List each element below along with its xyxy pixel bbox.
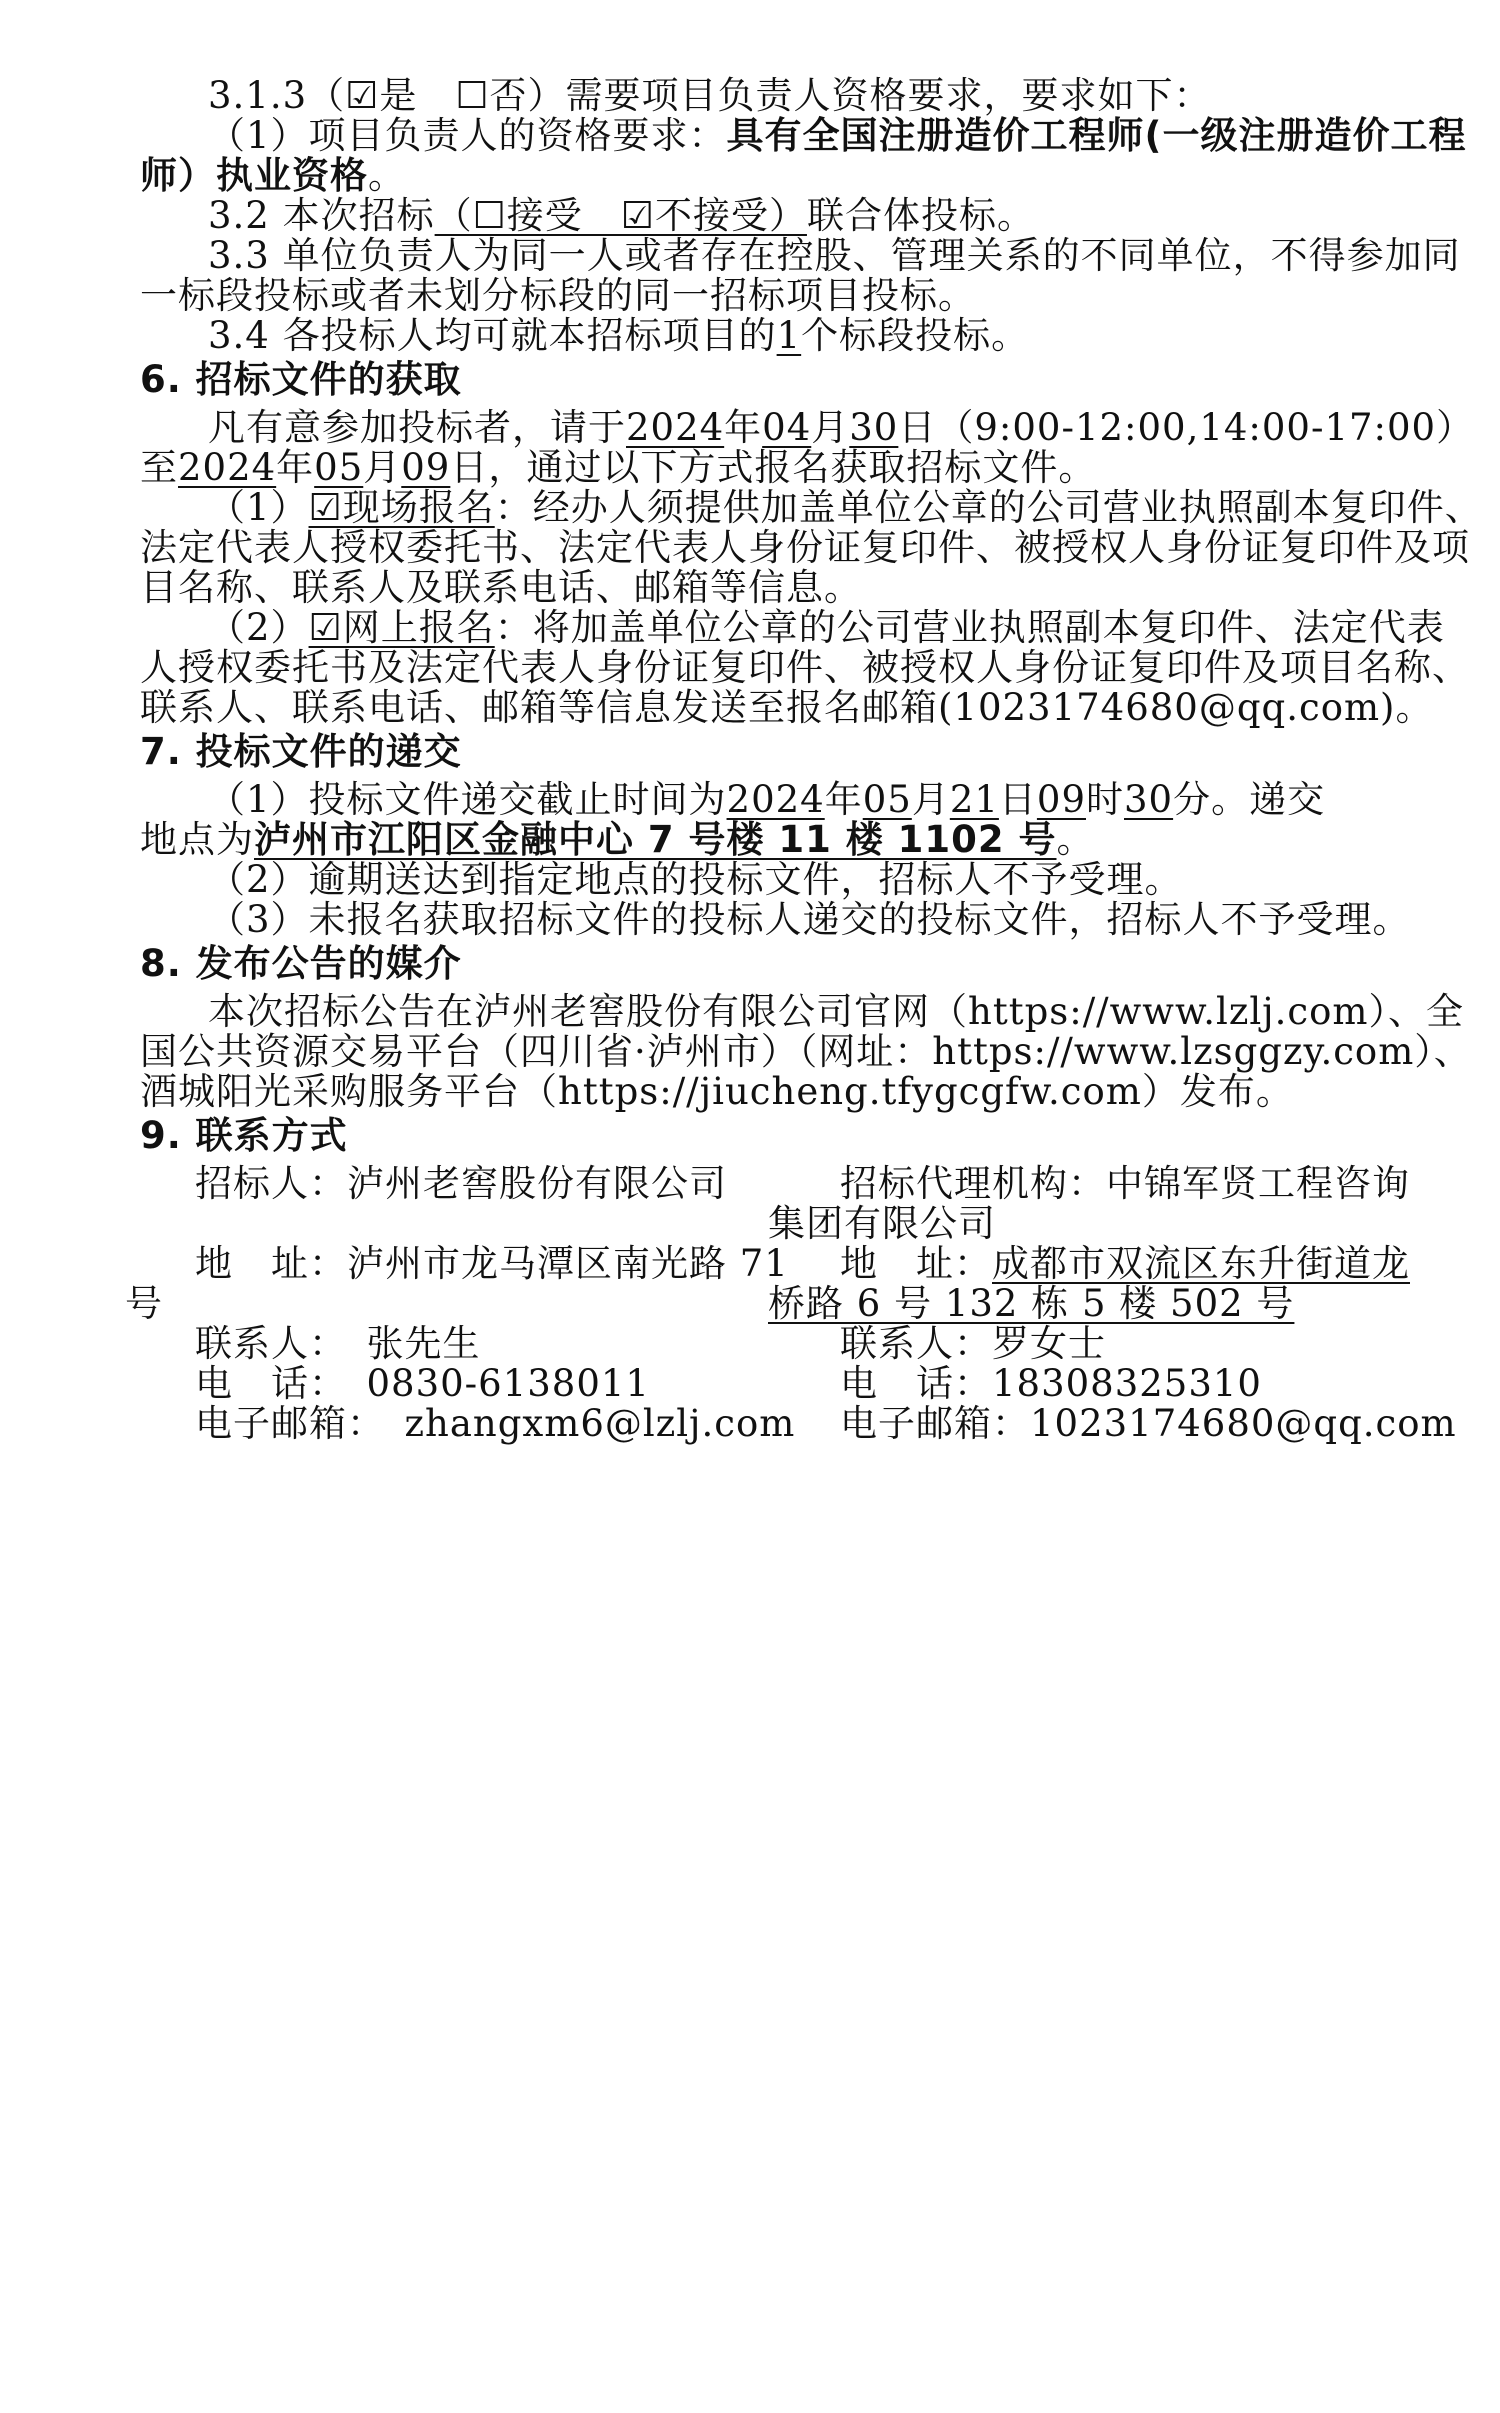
agency-contact-person: 联系人：罗女士 (840, 1322, 1106, 1365)
clause-3-3: 3.3 单位负责人为同一人或者存在控股、管理关系的不同单位，不得参加同 (208, 234, 1461, 277)
unregistered-submission-note: （3）未报名获取招标文件的投标人递交的投标文件，招标人不予受理。 (208, 898, 1411, 941)
submission-deadline: （1）投标文件递交截止时间为2024年05月21日09时30分。递交 (208, 778, 1326, 821)
late-submission-note: （2）逾期送达到指定地点的投标文件，招标人不予受理。 (208, 858, 1183, 901)
section-9-heading: 9. 联系方式 (140, 1114, 348, 1157)
clause-3-1-3: 3.1.3（☑是 ☐否）需要项目负责人资格要求，要求如下： (208, 74, 1212, 117)
section-6-period-cont: 至2024年05月09日，通过以下方式报名获取招标文件。 (140, 446, 1097, 489)
section-7-heading: 7. 投标文件的递交 (140, 730, 462, 773)
tenderer-address: 地 址：泸州市龙马潭区南光路 71 (195, 1242, 789, 1285)
media-paragraph: 本次招标公告在泸州老窖股份有限公司官网（https://www.lzlj.com）、全 (208, 990, 1464, 1033)
agency-name: 招标代理机构：中锦军贤工程咨询 (840, 1162, 1410, 1205)
media-paragraph-cont-1: 国公共资源交易平台（四川省·泸州市）（网址：https://www.lzsggzy.com）、 (140, 1030, 1472, 1073)
tenderer-phone: 电 话： 0830-6138011 (195, 1362, 650, 1405)
agency-address-cont: 桥路 6 号 132 栋 5 楼 502 号 (768, 1282, 1295, 1325)
clause-3-2: 3.2 本次招标（☐接受 ☑不接受）联合体投标。 (208, 194, 1035, 237)
media-paragraph-cont-2: 酒城阳光采购服务平台（https://jiucheng.tfygcgfw.com）发布。 (140, 1070, 1294, 1113)
agency-email: 电子邮箱：1023174680@qq.com (840, 1402, 1457, 1445)
agency-phone: 电 话：18308325310 (840, 1362, 1262, 1405)
tenderer-address-cont: 号 (125, 1282, 163, 1325)
submission-location: 地点为泸州市江阳区金融中心 7 号楼 11 楼 1102 号。 (140, 818, 1095, 861)
tenderer-name: 招标人：泸州老窖股份有限公司 (195, 1162, 727, 1205)
section-8-heading: 8. 发布公告的媒介 (140, 942, 462, 985)
tenderer-email: 电子邮箱： zhangxm6@lzlj.com (195, 1402, 796, 1445)
agency-address: 地 址：成都市双流区东升街道龙 (840, 1242, 1410, 1285)
clause-manager-qualification: （1）项目负责人的资格要求：具有全国注册造价工程师(一级注册造价工程 (208, 114, 1467, 157)
section-6-heading: 6. 招标文件的获取 (140, 358, 462, 401)
section-6-period: 凡有意参加投标者，请于2024年04月30日（9:00-12:00,14:00-17:00） (208, 406, 1475, 449)
online-registration-cont-1: 人授权委托书及法定代表人身份证复印件、被授权人身份证复印件及项目名称、 (140, 646, 1470, 689)
tenderer-contact-person: 联系人： 张先生 (195, 1322, 481, 1365)
online-registration: （2）☑网上报名：将加盖单位公章的公司营业执照副本复印件、法定代表 (208, 606, 1445, 649)
onsite-registration-cont-1: 法定代表人授权委托书、法定代表人身份证复印件、被授权人身份证复印件及项 (140, 526, 1470, 569)
onsite-registration-cont-2: 目名称、联系人及联系电话、邮箱等信息。 (140, 566, 862, 609)
clause-3-4: 3.4 各投标人均可就本招标项目的1个标段投标。 (208, 314, 1030, 357)
agency-name-cont: 集团有限公司 (768, 1202, 996, 1245)
onsite-registration: （1）☑现场报名：经办人须提供加盖单位公章的公司营业执照副本复印件、 (208, 486, 1483, 529)
clause-manager-qualification-cont: 师）执业资格。 (140, 154, 406, 197)
online-registration-cont-2: 联系人、联系电话、邮箱等信息发送至报名邮箱(1023174680@qq.com)。 (140, 686, 1434, 729)
clause-3-3-cont: 一标段投标或者未划分标段的同一招标项目投标。 (140, 274, 976, 317)
